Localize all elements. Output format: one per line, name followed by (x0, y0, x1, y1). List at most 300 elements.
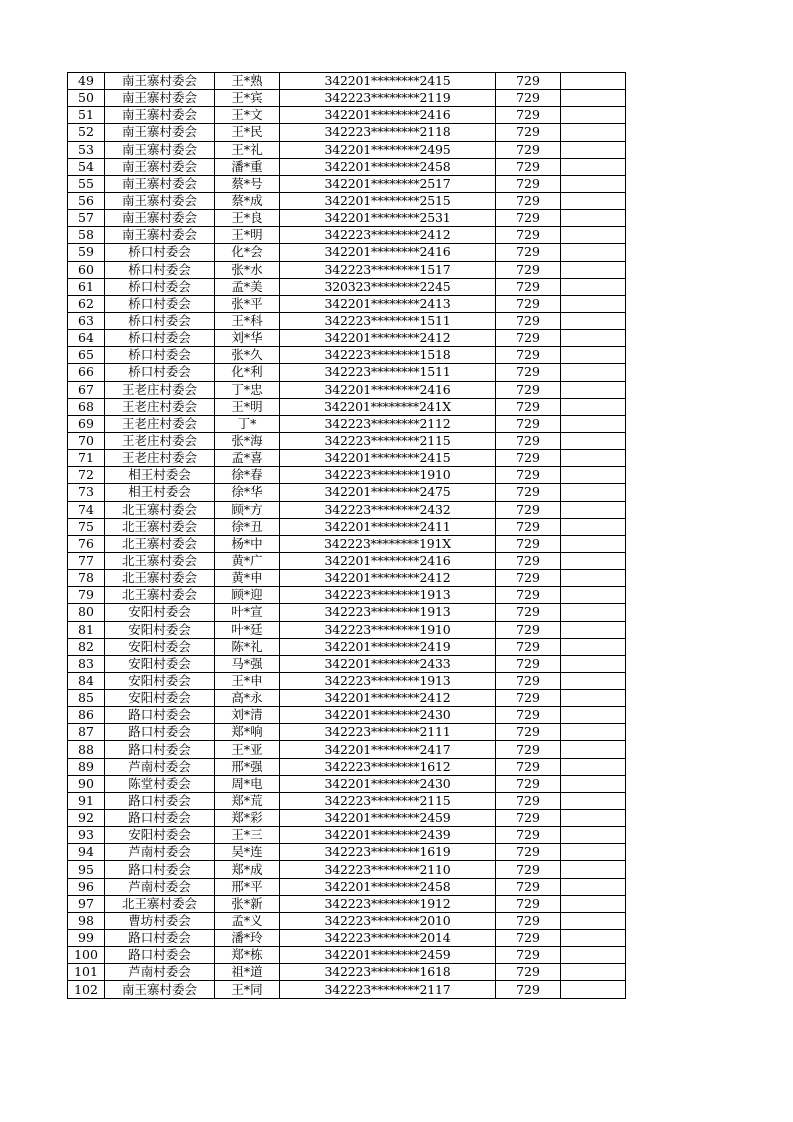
row-number-cell: 74 (68, 501, 105, 518)
id-number-cell: 342201********2458 (280, 878, 496, 895)
amount-cell: 729 (496, 381, 561, 398)
table-row (68, 621, 626, 638)
village-committee-cell: 南王寨村委会 (105, 158, 215, 175)
table-row (68, 347, 626, 364)
row-number-cell: 58 (68, 227, 105, 244)
table-row (68, 758, 626, 775)
village-committee-cell: 路口村委会 (105, 947, 215, 964)
row-number-cell: 75 (68, 518, 105, 535)
id-number-cell: 342223********1518 (280, 347, 496, 364)
remarks-cell (561, 432, 626, 449)
person-name-cell: 张*水 (215, 261, 280, 278)
amount-cell: 729 (496, 724, 561, 741)
table-row (68, 381, 626, 398)
amount-cell: 729 (496, 604, 561, 621)
id-number-cell: 342201********2458 (280, 158, 496, 175)
remarks-cell (561, 261, 626, 278)
person-name-cell: 周*电 (215, 775, 280, 792)
remarks-cell (561, 758, 626, 775)
village-committee-cell: 芦南村委会 (105, 964, 215, 981)
row-number-cell: 95 (68, 861, 105, 878)
remarks-cell (561, 981, 626, 998)
table-row (68, 912, 626, 929)
remarks-cell (561, 210, 626, 227)
table-row (68, 775, 626, 792)
amount-cell: 729 (496, 192, 561, 209)
person-name-cell: 王*三 (215, 827, 280, 844)
remarks-cell (561, 964, 626, 981)
id-number-cell: 342201********2419 (280, 638, 496, 655)
amount-cell: 729 (496, 878, 561, 895)
village-committee-cell: 南王寨村委会 (105, 107, 215, 124)
remarks-cell (561, 175, 626, 192)
id-number-cell: 342201********2412 (280, 330, 496, 347)
person-name-cell: 刘*华 (215, 330, 280, 347)
remarks-cell (561, 73, 626, 90)
amount-cell: 729 (496, 655, 561, 672)
id-number-cell: 342201********2517 (280, 175, 496, 192)
table-row (68, 124, 626, 141)
row-number-cell: 63 (68, 312, 105, 329)
person-name-cell: 蔡*号 (215, 175, 280, 192)
village-committee-cell: 桥口村委会 (105, 295, 215, 312)
amount-cell: 729 (496, 330, 561, 347)
person-name-cell: 徐*春 (215, 467, 280, 484)
person-name-cell: 陈*礼 (215, 638, 280, 655)
table-row (68, 810, 626, 827)
person-name-cell: 王*明 (215, 398, 280, 415)
person-name-cell: 潘*玲 (215, 930, 280, 947)
amount-cell: 729 (496, 707, 561, 724)
village-committee-cell: 安阳村委会 (105, 655, 215, 672)
remarks-cell (561, 518, 626, 535)
village-committee-cell: 王老庄村委会 (105, 398, 215, 415)
person-name-cell: 王*明 (215, 227, 280, 244)
amount-cell: 729 (496, 107, 561, 124)
remarks-cell (561, 192, 626, 209)
village-committee-cell: 桥口村委会 (105, 244, 215, 261)
table-row (68, 467, 626, 484)
person-name-cell: 叶*廷 (215, 621, 280, 638)
remarks-cell (561, 141, 626, 158)
row-number-cell: 67 (68, 381, 105, 398)
id-number-cell: 342201********2475 (280, 484, 496, 501)
amount-cell: 729 (496, 741, 561, 758)
row-number-cell: 98 (68, 912, 105, 929)
id-number-cell: 342223********2115 (280, 792, 496, 809)
remarks-cell (561, 827, 626, 844)
person-name-cell: 顾*方 (215, 501, 280, 518)
id-number-cell: 342223********1511 (280, 312, 496, 329)
village-committee-cell: 路口村委会 (105, 930, 215, 947)
row-number-cell: 79 (68, 587, 105, 604)
id-number-cell: 342223********2110 (280, 861, 496, 878)
village-committee-cell: 安阳村委会 (105, 690, 215, 707)
row-number-cell: 97 (68, 895, 105, 912)
person-name-cell: 祖*道 (215, 964, 280, 981)
amount-cell: 729 (496, 587, 561, 604)
village-committee-cell: 王老庄村委会 (105, 415, 215, 432)
amount-cell: 729 (496, 518, 561, 535)
amount-cell: 729 (496, 90, 561, 107)
amount-cell: 729 (496, 484, 561, 501)
table-row (68, 261, 626, 278)
person-name-cell: 杨*中 (215, 535, 280, 552)
amount-cell: 729 (496, 295, 561, 312)
village-committee-cell: 南王寨村委会 (105, 124, 215, 141)
village-committee-cell: 南王寨村委会 (105, 175, 215, 192)
remarks-cell (561, 364, 626, 381)
row-number-cell: 80 (68, 604, 105, 621)
row-number-cell: 90 (68, 775, 105, 792)
amount-cell: 729 (496, 638, 561, 655)
amount-cell: 729 (496, 775, 561, 792)
row-number-cell: 69 (68, 415, 105, 432)
id-number-cell: 342223********2118 (280, 124, 496, 141)
village-committee-cell: 北王寨村委会 (105, 587, 215, 604)
id-number-cell: 342201********2415 (280, 450, 496, 467)
remarks-cell (561, 724, 626, 741)
amount-cell: 729 (496, 844, 561, 861)
person-name-cell: 黄*广 (215, 552, 280, 569)
row-number-cell: 71 (68, 450, 105, 467)
person-name-cell: 张*平 (215, 295, 280, 312)
amount-cell: 729 (496, 398, 561, 415)
amount-cell: 729 (496, 210, 561, 227)
row-number-cell: 49 (68, 73, 105, 90)
id-number-cell: 342223********2412 (280, 227, 496, 244)
table-row (68, 707, 626, 724)
village-committee-cell: 王老庄村委会 (105, 381, 215, 398)
remarks-cell (561, 861, 626, 878)
remarks-cell (561, 295, 626, 312)
village-committee-cell: 北王寨村委会 (105, 895, 215, 912)
table-row (68, 398, 626, 415)
table-row (68, 450, 626, 467)
person-name-cell: 张*久 (215, 347, 280, 364)
recipient-table-body (68, 73, 626, 999)
row-number-cell: 99 (68, 930, 105, 947)
table-row (68, 107, 626, 124)
id-number-cell: 320323********2245 (280, 278, 496, 295)
row-number-cell: 96 (68, 878, 105, 895)
person-name-cell: 叶*宣 (215, 604, 280, 621)
village-committee-cell: 芦南村委会 (105, 844, 215, 861)
village-committee-cell: 路口村委会 (105, 707, 215, 724)
id-number-cell: 342201********2515 (280, 192, 496, 209)
table-row (68, 227, 626, 244)
person-name-cell: 郑*彩 (215, 810, 280, 827)
person-name-cell: 邢*强 (215, 758, 280, 775)
table-row (68, 73, 626, 90)
row-number-cell: 60 (68, 261, 105, 278)
id-number-cell: 342201********241X (280, 398, 496, 415)
amount-cell: 729 (496, 947, 561, 964)
village-committee-cell: 南王寨村委会 (105, 981, 215, 998)
remarks-cell (561, 587, 626, 604)
person-name-cell: 张*新 (215, 895, 280, 912)
village-committee-cell: 安阳村委会 (105, 638, 215, 655)
remarks-cell (561, 707, 626, 724)
amount-cell: 729 (496, 758, 561, 775)
village-committee-cell: 南王寨村委会 (105, 73, 215, 90)
amount-cell: 729 (496, 278, 561, 295)
table-row (68, 158, 626, 175)
village-committee-cell: 路口村委会 (105, 861, 215, 878)
row-number-cell: 61 (68, 278, 105, 295)
remarks-cell (561, 570, 626, 587)
id-number-cell: 342201********2459 (280, 810, 496, 827)
amount-cell: 729 (496, 158, 561, 175)
row-number-cell: 62 (68, 295, 105, 312)
amount-cell: 729 (496, 964, 561, 981)
id-number-cell: 342223********2117 (280, 981, 496, 998)
table-row (68, 690, 626, 707)
table-row (68, 244, 626, 261)
amount-cell: 729 (496, 501, 561, 518)
person-name-cell: 刘*清 (215, 707, 280, 724)
remarks-cell (561, 450, 626, 467)
row-number-cell: 101 (68, 964, 105, 981)
remarks-cell (561, 672, 626, 689)
table-row (68, 192, 626, 209)
table-row (68, 638, 626, 655)
id-number-cell: 342223********2010 (280, 912, 496, 929)
remarks-cell (561, 158, 626, 175)
amount-cell: 729 (496, 792, 561, 809)
table-row (68, 415, 626, 432)
row-number-cell: 86 (68, 707, 105, 724)
table-row (68, 947, 626, 964)
table-row (68, 861, 626, 878)
id-number-cell: 342223********2014 (280, 930, 496, 947)
person-name-cell: 郑*荒 (215, 792, 280, 809)
table-row (68, 827, 626, 844)
id-number-cell: 342201********2413 (280, 295, 496, 312)
id-number-cell: 342201********2433 (280, 655, 496, 672)
id-number-cell: 342223********1913 (280, 587, 496, 604)
person-name-cell: 化*利 (215, 364, 280, 381)
table-row (68, 535, 626, 552)
row-number-cell: 51 (68, 107, 105, 124)
row-number-cell: 78 (68, 570, 105, 587)
remarks-cell (561, 638, 626, 655)
person-name-cell: 顾*迎 (215, 587, 280, 604)
person-name-cell: 黄*申 (215, 570, 280, 587)
person-name-cell: 王*良 (215, 210, 280, 227)
row-number-cell: 50 (68, 90, 105, 107)
person-name-cell: 丁* (215, 415, 280, 432)
village-committee-cell: 桥口村委会 (105, 364, 215, 381)
id-number-cell: 342201********2459 (280, 947, 496, 964)
village-committee-cell: 北王寨村委会 (105, 552, 215, 569)
row-number-cell: 54 (68, 158, 105, 175)
amount-cell: 729 (496, 73, 561, 90)
row-number-cell: 57 (68, 210, 105, 227)
person-name-cell: 郑*栋 (215, 947, 280, 964)
person-name-cell: 徐*丑 (215, 518, 280, 535)
table-row (68, 672, 626, 689)
amount-cell: 729 (496, 364, 561, 381)
remarks-cell (561, 278, 626, 295)
village-committee-cell: 南王寨村委会 (105, 141, 215, 158)
id-number-cell: 342223********1618 (280, 964, 496, 981)
id-number-cell: 342201********2531 (280, 210, 496, 227)
id-number-cell: 342223********2432 (280, 501, 496, 518)
id-number-cell: 342201********2417 (280, 741, 496, 758)
id-number-cell: 342201********2439 (280, 827, 496, 844)
row-number-cell: 82 (68, 638, 105, 655)
row-number-cell: 65 (68, 347, 105, 364)
remarks-cell (561, 244, 626, 261)
table-row (68, 518, 626, 535)
amount-cell: 729 (496, 535, 561, 552)
id-number-cell: 342223********1517 (280, 261, 496, 278)
id-number-cell: 342201********2495 (280, 141, 496, 158)
remarks-cell (561, 227, 626, 244)
recipient-table (67, 72, 626, 999)
amount-cell: 729 (496, 312, 561, 329)
remarks-cell (561, 690, 626, 707)
id-number-cell: 342201********2416 (280, 552, 496, 569)
id-number-cell: 342223********1910 (280, 621, 496, 638)
row-number-cell: 76 (68, 535, 105, 552)
person-name-cell: 孟*喜 (215, 450, 280, 467)
person-name-cell: 王*宾 (215, 90, 280, 107)
table-row (68, 501, 626, 518)
id-number-cell: 342223********2119 (280, 90, 496, 107)
village-committee-cell: 芦南村委会 (105, 878, 215, 895)
table-row (68, 295, 626, 312)
row-number-cell: 89 (68, 758, 105, 775)
village-committee-cell: 桥口村委会 (105, 312, 215, 329)
id-number-cell: 342223********2115 (280, 432, 496, 449)
remarks-cell (561, 655, 626, 672)
person-name-cell: 孟*美 (215, 278, 280, 295)
person-name-cell: 马*强 (215, 655, 280, 672)
id-number-cell: 342223********1913 (280, 604, 496, 621)
person-name-cell: 丁*忠 (215, 381, 280, 398)
row-number-cell: 64 (68, 330, 105, 347)
row-number-cell: 68 (68, 398, 105, 415)
village-committee-cell: 陈堂村委会 (105, 775, 215, 792)
village-committee-cell: 南王寨村委会 (105, 227, 215, 244)
remarks-cell (561, 775, 626, 792)
table-row (68, 570, 626, 587)
remarks-cell (561, 552, 626, 569)
id-number-cell: 342223********2111 (280, 724, 496, 741)
amount-cell: 729 (496, 981, 561, 998)
table-row (68, 878, 626, 895)
amount-cell: 729 (496, 552, 561, 569)
row-number-cell: 94 (68, 844, 105, 861)
person-name-cell: 化*会 (215, 244, 280, 261)
table-row (68, 90, 626, 107)
remarks-cell (561, 621, 626, 638)
amount-cell: 729 (496, 432, 561, 449)
person-name-cell: 张*海 (215, 432, 280, 449)
person-name-cell: 孟*义 (215, 912, 280, 929)
village-committee-cell: 北王寨村委会 (105, 570, 215, 587)
amount-cell: 729 (496, 450, 561, 467)
row-number-cell: 93 (68, 827, 105, 844)
amount-cell: 729 (496, 261, 561, 278)
remarks-cell (561, 124, 626, 141)
amount-cell: 729 (496, 621, 561, 638)
remarks-cell (561, 947, 626, 964)
village-committee-cell: 路口村委会 (105, 741, 215, 758)
id-number-cell: 342201********2430 (280, 775, 496, 792)
village-committee-cell: 桥口村委会 (105, 347, 215, 364)
person-name-cell: 蔡*成 (215, 192, 280, 209)
row-number-cell: 92 (68, 810, 105, 827)
person-name-cell: 王*民 (215, 124, 280, 141)
village-committee-cell: 路口村委会 (105, 724, 215, 741)
person-name-cell: 郑*成 (215, 861, 280, 878)
person-name-cell: 王*同 (215, 981, 280, 998)
row-number-cell: 52 (68, 124, 105, 141)
village-committee-cell: 王老庄村委会 (105, 450, 215, 467)
remarks-cell (561, 895, 626, 912)
id-number-cell: 342201********2416 (280, 381, 496, 398)
remarks-cell (561, 90, 626, 107)
person-name-cell: 吴*连 (215, 844, 280, 861)
person-name-cell: 邢*平 (215, 878, 280, 895)
amount-cell: 729 (496, 895, 561, 912)
table-row (68, 141, 626, 158)
row-number-cell: 85 (68, 690, 105, 707)
table-row (68, 964, 626, 981)
amount-cell: 729 (496, 690, 561, 707)
amount-cell: 729 (496, 347, 561, 364)
id-number-cell: 342201********2412 (280, 570, 496, 587)
id-number-cell: 342201********2430 (280, 707, 496, 724)
table-row (68, 792, 626, 809)
remarks-cell (561, 484, 626, 501)
amount-cell: 729 (496, 124, 561, 141)
remarks-cell (561, 381, 626, 398)
amount-cell: 729 (496, 827, 561, 844)
remarks-cell (561, 415, 626, 432)
remarks-cell (561, 878, 626, 895)
village-committee-cell: 南王寨村委会 (105, 210, 215, 227)
person-name-cell: 王*礼 (215, 141, 280, 158)
village-committee-cell: 安阳村委会 (105, 672, 215, 689)
id-number-cell: 342223********1912 (280, 895, 496, 912)
remarks-cell (561, 330, 626, 347)
row-number-cell: 87 (68, 724, 105, 741)
remarks-cell (561, 501, 626, 518)
id-number-cell: 342223********1913 (280, 672, 496, 689)
amount-cell: 729 (496, 415, 561, 432)
id-number-cell: 342201********2415 (280, 73, 496, 90)
person-name-cell: 高*永 (215, 690, 280, 707)
table-row (68, 484, 626, 501)
village-committee-cell: 相王村委会 (105, 467, 215, 484)
table-row (68, 330, 626, 347)
table-row (68, 278, 626, 295)
remarks-cell (561, 844, 626, 861)
amount-cell: 729 (496, 861, 561, 878)
table-row (68, 930, 626, 947)
village-committee-cell: 南王寨村委会 (105, 192, 215, 209)
row-number-cell: 102 (68, 981, 105, 998)
row-number-cell: 77 (68, 552, 105, 569)
amount-cell: 729 (496, 175, 561, 192)
village-committee-cell: 相王村委会 (105, 484, 215, 501)
remarks-cell (561, 347, 626, 364)
village-committee-cell: 安阳村委会 (105, 621, 215, 638)
